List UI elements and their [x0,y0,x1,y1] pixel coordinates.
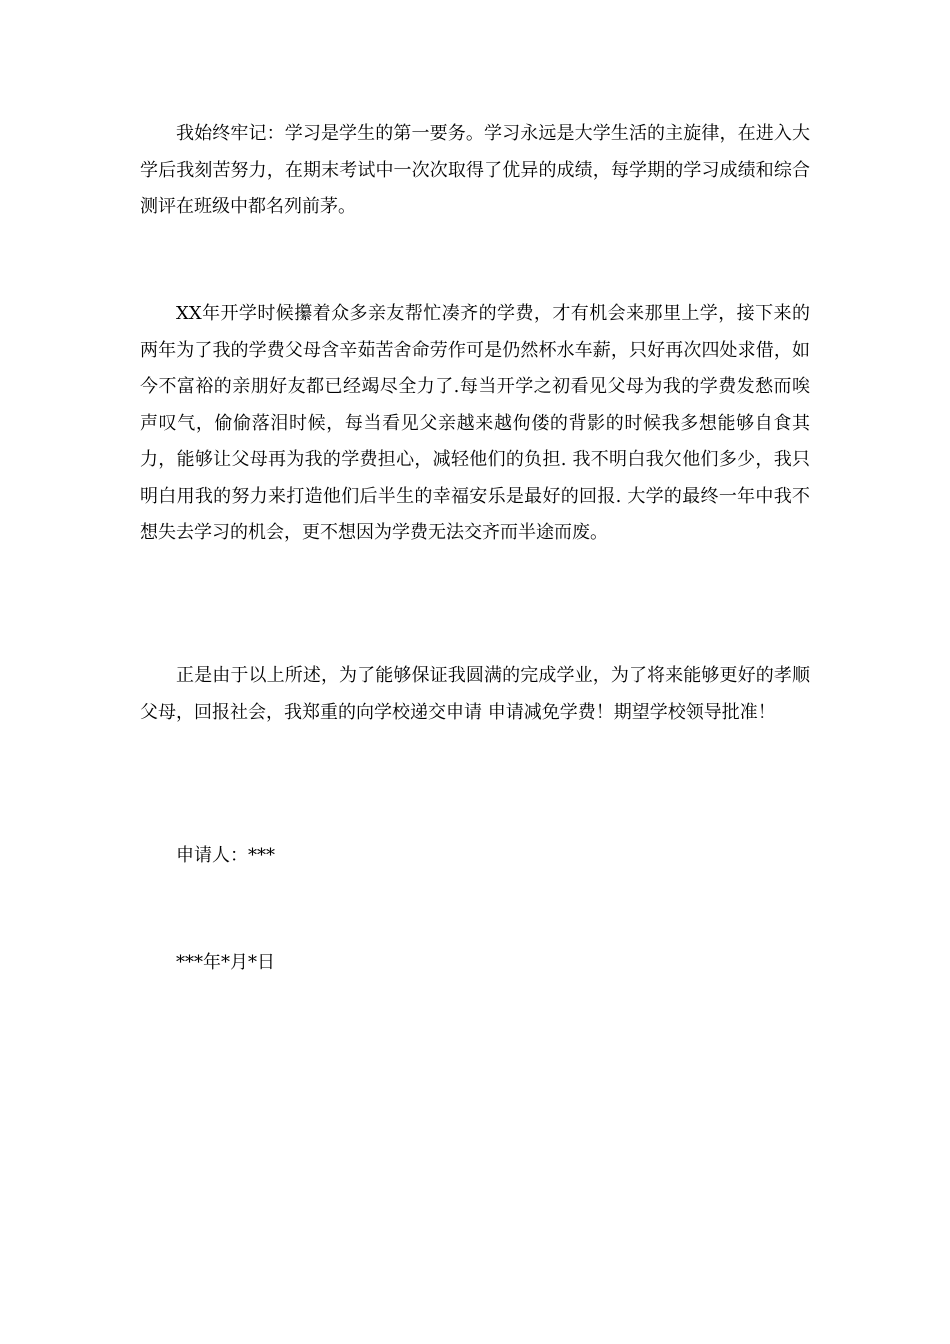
paragraph-study: 我始终牢记：学习是学生的第一要务。学习永远是大学生活的主旋律，在进入大学后我刻苦努力，在期末考试中一次次取得了优异的成绩，每学期的学习成绩和综合测评在班级中都名列前茅。 [140,123,810,217]
paragraph-family-hardship: XX年开学时候攥着众多亲友帮忙凑齐的学费，才有机会来那里上学，接下来的两年为了我的学费父母含辛茹苦舍命劳作可是仍然杯水车薪，只好再次四处求借，如今不富裕的亲朋好友都已经竭尽全力了.每当开学之初看见父母为我的学费发愁而唉声叹气，偷偷落泪时候，每当看见父亲越来越佝偻的背影的时候我多想能够自食其力，能够让父母再为我的学费担心，减轻他们的负担. 我不明白我欠他们多少，我只明白用我的努力来打造他们后半生的幸福安乐是最好的回报. 大学的最终一年中我不想失去学习的机会，更不想因为学费无法交齐而半途而废。 [140,303,810,543]
paragraph-request: 正是由于以上所述，为了能够保证我圆满的完成学业，为了将来能够更好的孝顺父母，回报社会，我郑重的向学校递交申请 申请减免学费！期望学校领导批准！ [140,665,810,723]
applicant-signature: 申请人：*** [176,845,275,866]
date-line: ***年*月*日 [176,952,275,973]
